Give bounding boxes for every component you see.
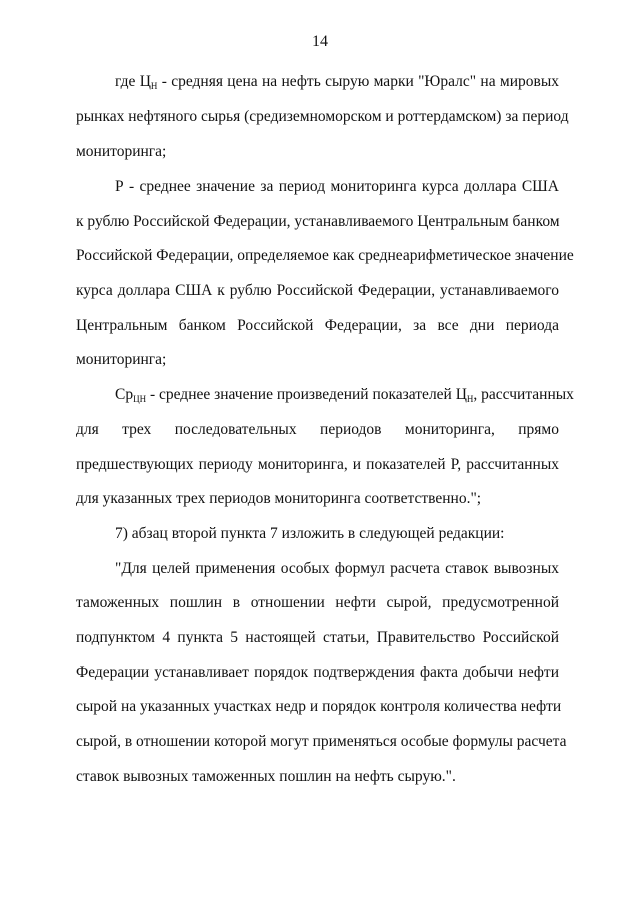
paragraph-5-line-3: подпунктом 4 пункта 5 настоящей статьи, Правительство Российской <box>76 629 559 646</box>
text-fragment: - среднее значение произведений показателей Ц <box>146 386 467 403</box>
text-fragment: , рассчитанных <box>473 386 574 403</box>
text-fragment: где Ц <box>115 73 151 90</box>
paragraph-2-line-1: Р - среднее значение за период мониторинга курса доллара США <box>115 178 559 195</box>
paragraph-1-line-3: мониторинга; <box>76 143 167 160</box>
subscript: ЦН <box>133 394 147 404</box>
paragraph-5-line-7: ставок вывозных таможенных пошлин на нефть сырую.". <box>76 768 456 785</box>
paragraph-3-line-4: для указанных трех периодов мониторинга соответственно."; <box>76 490 482 507</box>
paragraph-4-line-1: 7) абзац второй пункта 7 изложить в следующей редакции: <box>115 525 505 542</box>
paragraph-1-line-2: рынках нефтяного сырья (средиземноморском и роттердамском) за период <box>76 108 569 125</box>
paragraph-5-line-1: "Для целей применения особых формул расчета ставок вывозных <box>115 560 559 577</box>
paragraph-3-line-3: предшествующих периоду мониторинга, и показателей Р, рассчитанных <box>76 456 559 473</box>
paragraph-5-line-5: сырой на указанных участках недр и порядок контроля количества нефти <box>76 698 562 715</box>
paragraph-2-line-2: к рублю Российской Федерации, устанавливаемого Центральным банком <box>76 213 560 230</box>
page-number: 14 <box>312 33 328 50</box>
paragraph-5-line-4: Федерации устанавливает порядок подтверждения факта добычи нефти <box>76 664 559 681</box>
text-fragment: - средняя цена на нефть сырую марки "Юралс" на мировых <box>157 73 560 90</box>
paragraph-3-line-1 <box>115 385 574 405</box>
paragraph-2-line-4: курса доллара США к рублю Российской Федерации, устанавливаемого <box>76 282 559 299</box>
paragraph-5-line-2: таможенных пошлин в отношении нефти сырой, предусмотренной <box>76 594 559 611</box>
paragraph-5-line-6: сырой, в отношении которой могут применяться особые формулы расчета <box>76 733 567 750</box>
subscript: Н <box>150 81 158 91</box>
paragraph-2-line-3: Российской Федерации, определяемое как среднеарифметическое значение <box>76 247 574 264</box>
paragraph-2-line-6: мониторинга; <box>76 351 167 368</box>
text-fragment: Ср <box>115 386 134 403</box>
subscript: Н <box>466 394 474 404</box>
paragraph-3-line-2: для трех последовательных периодов мониторинга, прямо <box>76 421 559 438</box>
paragraph-2-line-5: Центральным банком Российской Федерации, за все дни периода <box>76 317 559 334</box>
paragraph-1-line-1 <box>115 72 559 92</box>
